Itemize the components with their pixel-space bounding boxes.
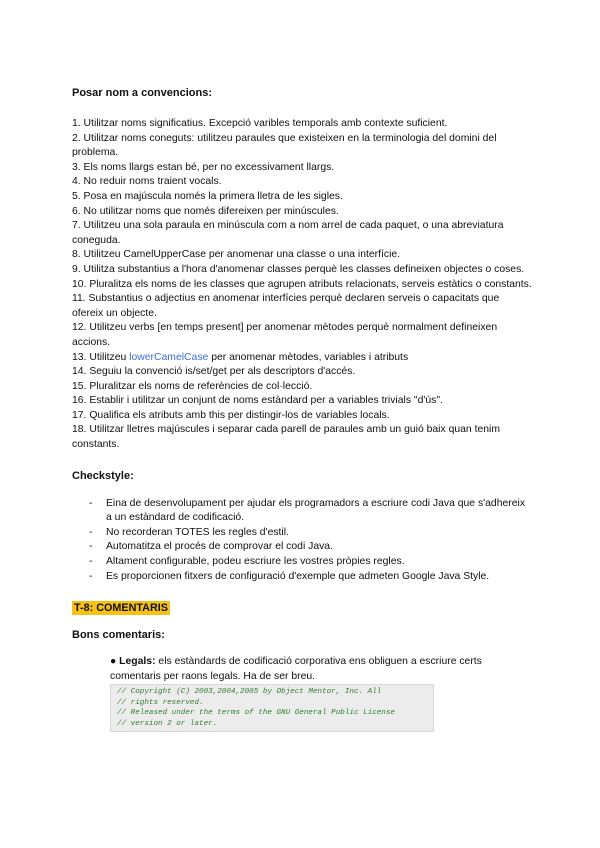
legal-comments-paragraph xyxy=(72,655,532,684)
highlighted-section-tag: T-8: COMENTARIS xyxy=(74,602,168,615)
item-13-prefix: 13. Utilitzeu xyxy=(72,351,130,363)
list-item: 4. No reduir noms traient vocals. xyxy=(72,176,222,188)
list-item: 2. Utilitzar noms coneguts: utilitzeu paraules que existeixen en la terminologia del domini del problema. xyxy=(72,132,497,159)
item-13-suffix: per anomenar mètodes, variables i atributs xyxy=(208,351,409,363)
legal-text: els estàndards de codificació corporativa ens obliguen a escriure certs comentaris per raons legals. Ha de ser breu. xyxy=(110,656,482,682)
code-snippet xyxy=(110,684,434,732)
list-item: 10. Pluralitza els noms de les classes que agrupen atributs relacionats, serveis estàtics o constants. xyxy=(72,278,532,290)
code-line: // rights reserved. xyxy=(117,698,204,707)
dash-bullet: - xyxy=(89,541,93,553)
checkstyle-list xyxy=(72,497,532,585)
list-item: 3. Els noms llargs estan bé, per no excessivament llargs. xyxy=(72,161,335,173)
list-item: 9. Utilitza substantius a l'hora d'anomenar classes perquè les classes defineixen objectes o coses. xyxy=(72,263,525,275)
lowercamelcase-link[interactable]: lowerCamelCase xyxy=(129,351,209,363)
list-item: 16. Establir i utilitzar un conjunt de noms estàndard per a variables trivials "d'ús". xyxy=(72,395,443,407)
list-item: - Altament configurable, podeu escriure les vostres pròpies regles. xyxy=(72,555,532,570)
dash-bullet: - xyxy=(89,570,93,582)
list-item: - Eina de desenvolupament per ajudar els programadors a escriure codi Java que s'adhereix a un estàndard de codificació. xyxy=(89,497,526,524)
list-item: 18. Utilitzar lletres majúscules i separar cada parell de paraules amb un guió baix quan tenim constants. xyxy=(72,424,500,451)
section-heading-good-comments: Bons comentaris: xyxy=(72,629,165,642)
list-item: - Es proporcionen fitxers de configuració d'exemple que admeten Google Java Style. xyxy=(72,570,532,585)
code-line: // version 2 or later. xyxy=(117,719,218,728)
list-item: 12. Utilitzeu verbs [en temps present] per anomenar mètodes perquè normalment defineixen accions. xyxy=(72,322,498,348)
document-page xyxy=(72,86,532,732)
list-item: 15. Pluralitzar els noms de referències de col·lecció. xyxy=(72,380,313,392)
list-item: - No recorderan TOTES les regles d'estil. xyxy=(72,526,532,541)
code-line: // Copyright (C) 2003,2004,2005 by Object Mentor, Inc. All xyxy=(117,688,382,697)
list-item: 1. Utilitzar noms significatius. Excepció varibles temporals amb contexte suficient. xyxy=(72,118,448,129)
list-item: 7. Utilitzeu una sola paraula en minúscula com a nom arrel de cada paquet, o una abreviatura coneguda. xyxy=(72,220,504,246)
dash-bullet: - xyxy=(89,497,93,509)
list-item: 17. Qualifica els atributs amb this per distingir-los de variables locals. xyxy=(72,409,390,421)
list-item: 11. Substantius o adjectius en anomenar interfícies perquè declaren serveis o capacitats que ofereix un objecte. xyxy=(72,293,500,319)
list-item: 8. Utilitzeu CamelUpperCase per anomenar una classe o una interfície. xyxy=(72,249,401,261)
list-item xyxy=(72,351,532,366)
list-item: - Automatitza el procés de comprovar el codi Java. xyxy=(72,540,532,555)
list-item: 6. No utilitzar noms que només difereixen per minúscules. xyxy=(72,205,339,217)
list-item: 5. Posa en majúscula només la primera lletra de les sigles. xyxy=(72,190,343,202)
code-line: // Released under the terms of the GNU General Public License xyxy=(117,709,395,718)
dash-bullet: - xyxy=(89,526,93,538)
legal-label: ● Legals: xyxy=(110,656,156,668)
section-heading-checkstyle: Checkstyle: xyxy=(72,469,134,482)
list-item: 14. Seguiu la convenció is/set/get per als descriptors d'accés. xyxy=(72,366,356,378)
dash-bullet: - xyxy=(89,556,93,568)
section-heading-naming: Posar nom a convencions: xyxy=(72,87,212,99)
naming-rules-list xyxy=(72,117,532,453)
